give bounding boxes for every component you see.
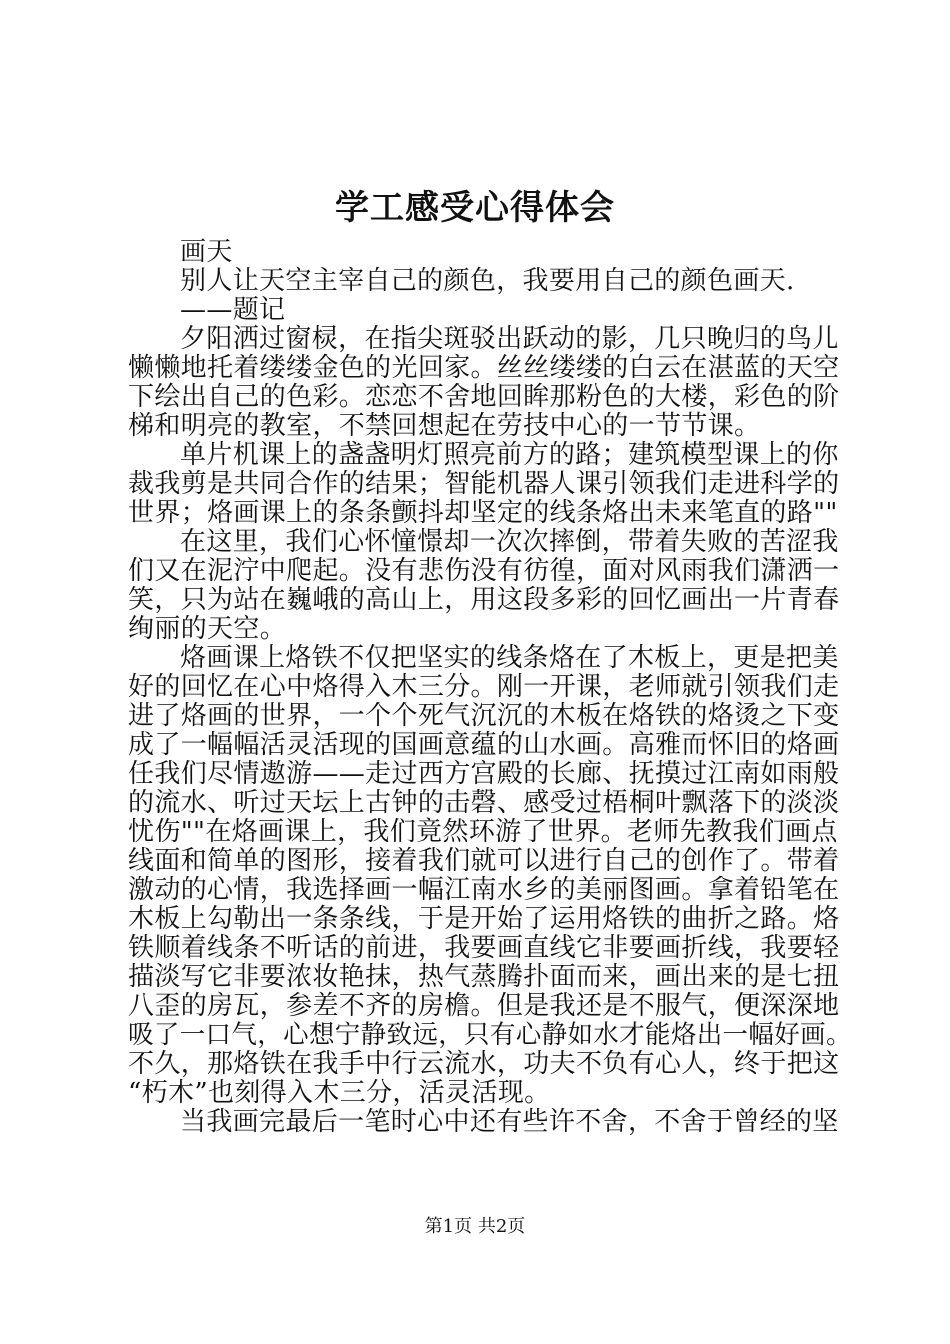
text-line: 吸了一口气，心想宁静致远，只有心静如水才能烙出一幅好画。 bbox=[128, 1020, 852, 1050]
text-line: 笑，只为站在巍峨的高山上，用这段多彩的回忆画出一片青春 bbox=[128, 585, 840, 615]
text-line: 绚丽的天空。 bbox=[128, 614, 287, 644]
text-line: 描淡写它非要浓妆艳抹，热气蒸腾扑面而来，画出来的是七扭 bbox=[128, 962, 840, 992]
text-line: ——题记 bbox=[180, 295, 286, 325]
text-line: 们又在泥泞中爬起。没有悲伤没有彷徨，面对风雨我们潇洒一 bbox=[128, 556, 840, 586]
text-line: 成了一幅幅活灵活现的国画意蕴的山水画。高雅而怀旧的烙画 bbox=[128, 730, 840, 760]
text-line: 单片机课上的盏盏明灯照亮前方的路；建筑模型课上的你 bbox=[180, 440, 839, 470]
text-line: 梯和明亮的教室，不禁回想起在劳技中心的一节节课。 bbox=[128, 411, 761, 441]
text-line: 画天 bbox=[180, 237, 233, 267]
text-line: 在这里，我们心怀憧憬却一次次摔倒，带着失败的苦涩我 bbox=[180, 527, 839, 557]
text-line: 裁我剪是共同合作的结果；智能机器人课引领我们走进科学的 bbox=[128, 469, 840, 499]
text-line: 八歪的房瓦，参差不齐的房檐。但是我还是不服气，便深深地 bbox=[128, 991, 840, 1021]
text-line: 夕阳洒过窗棂，在指尖斑驳出跃动的影，几只晚归的鸟儿 bbox=[180, 324, 839, 354]
text-line: 烙画课上烙铁不仅把坚实的线条烙在了木板上，更是把美 bbox=[180, 643, 839, 673]
text-line: 下绘出自己的色彩。恋恋不舍地回眸那粉色的大楼，彩色的阶 bbox=[128, 382, 840, 412]
text-line: 懒懒地托着缕缕金色的光回家。丝丝缕缕的白云在湛蓝的天空 bbox=[128, 353, 840, 383]
text-line: 好的回忆在心中烙得入木三分。刚一开课，老师就引领我们走 bbox=[128, 672, 840, 702]
text-line: 任我们尽情遨游——走过西方宫殿的长廊、抚摸过江南如雨般 bbox=[128, 759, 840, 789]
text-line: 世界；烙画课上的条条颤抖却坚定的线条烙出未来笔直的路"" bbox=[128, 498, 838, 528]
text-line: 别人让天空主宰自己的颜色，我要用自己的颜色画天. bbox=[180, 266, 795, 296]
text-line: 铁顺着线条不听话的前进，我要画直线它非要画折线，我要轻 bbox=[128, 933, 840, 963]
text-line: 忧伤""在烙画课上，我们竟然环游了世界。老师先教我们画点 bbox=[128, 817, 838, 847]
text-line: 不久，那烙铁在我手中行云流水，功夫不负有心人，终于把这 bbox=[128, 1049, 840, 1079]
text-line: 木板上勾勒出一条条线，于是开始了运用烙铁的曲折之路。烙 bbox=[128, 904, 840, 934]
text-line: 激动的心情，我选择画一幅江南水乡的美丽图画。拿着铅笔在 bbox=[128, 875, 840, 905]
text-line: 进了烙画的世界，一个个死气沉沉的木板在烙铁的烙烫之下变 bbox=[128, 701, 840, 731]
document-title: 学工感受心得体会 bbox=[335, 188, 615, 228]
page-footer: 第1页 共2页 bbox=[424, 1216, 526, 1237]
text-line: 当我画完最后一笔时心中还有些许不舍，不舍于曾经的坚 bbox=[180, 1107, 839, 1137]
document-body bbox=[128, 237, 852, 1137]
text-line: “朽木”也刻得入木三分，活灵活现。 bbox=[128, 1078, 551, 1108]
text-line: 线面和简单的图形，接着我们就可以进行自己的创作了。带着 bbox=[128, 846, 840, 876]
text-line: 的流水、听过天坛上古钟的击磬、感受过梧桐叶飘落下的淡淡 bbox=[128, 788, 840, 818]
